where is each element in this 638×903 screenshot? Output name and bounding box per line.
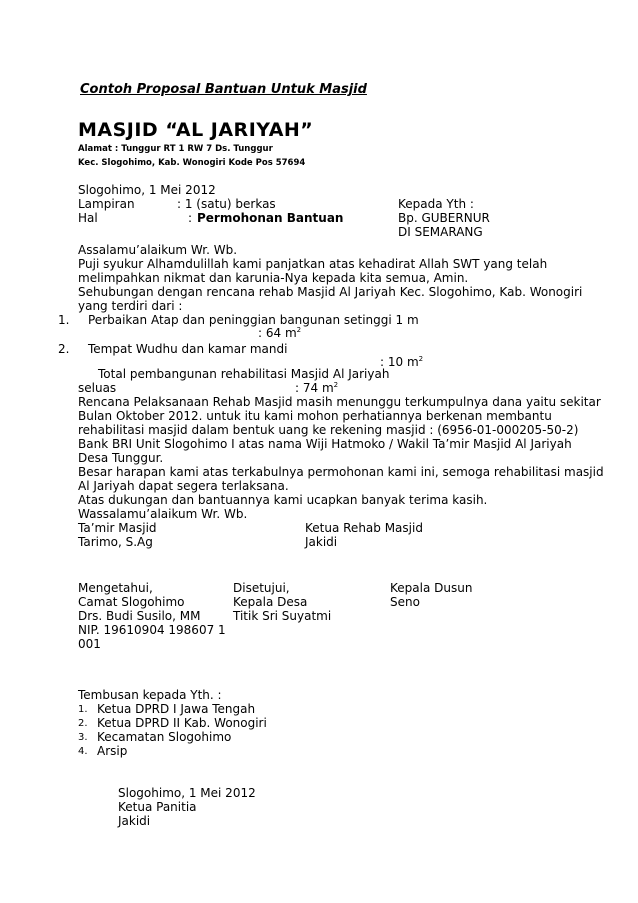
body-line: Desa Tunggur. xyxy=(78,451,164,465)
kadus-line: Kepala Dusun xyxy=(390,581,473,595)
recipient-line-3: DI SEMARANG xyxy=(398,225,483,239)
item-text: Tempat Wudhu dan kamar mandi xyxy=(88,342,288,356)
body-line: yang terdiri dari : xyxy=(78,299,183,313)
place-date: Slogohimo, 1 Mei 2012 xyxy=(78,183,216,197)
tembusan-item: Kecamatan Slogohimo xyxy=(97,730,232,744)
recipient-line-2: Bp. GUBERNUR xyxy=(398,211,490,225)
body-line: melimpahkan nikmat dan karunia-Nya kepada kita semua, Amin. xyxy=(78,271,469,285)
disetujui-line: Titik Sri Suyatmi xyxy=(233,609,332,623)
body-line: Besar harapan kami atas terkabulnya permohonan kami ini, semoga rehabilitasi masjid xyxy=(78,465,604,479)
address-line-2: Kec. Slogohimo, Kab. Wonogiri Kode Pos 57694 xyxy=(78,158,306,168)
mosque-name: MASJID “AL JARIYAH” xyxy=(78,119,314,141)
lampiran-value: : 1 (satu) berkas xyxy=(177,197,276,211)
body-line: Sehubungan dengan rencana rehab Masjid Al Jariyah Kec. Slogohimo, Kab. Wonogiri xyxy=(78,285,583,299)
disetujui-line: Kepala Desa xyxy=(233,595,308,609)
hal-label: Hal xyxy=(78,211,98,225)
item-number: 1. xyxy=(58,313,70,327)
recipient-line-1: Kepada Yth : xyxy=(398,197,474,211)
body-line: Bulan Oktober 2012. untuk itu kami mohon perhatiannya berkenan membantu xyxy=(78,409,552,423)
body-line: rehabilitasi masjid dalam bentuk uang ke rekening masjid : (6956-01-000205-50-2) xyxy=(78,423,579,437)
body-line: Al Jariyah dapat segera terlaksana. xyxy=(78,479,289,493)
mengetahui-line: NIP. 19610904 198607 1 xyxy=(78,623,226,637)
mengetahui-line: Drs. Budi Susilo, MM xyxy=(78,609,201,623)
hal-value: Permohonan Bantuan xyxy=(197,211,344,225)
closing-line: Slogohimo, 1 Mei 2012 xyxy=(118,786,256,800)
body-line: Atas dukungan dan bantuannya kami ucapkan banyak terima kasih. xyxy=(78,493,488,507)
takmir-role: Ta’mir Masjid xyxy=(78,521,157,535)
tembusan-title: Tembusan kepada Yth. : xyxy=(78,688,222,702)
tembusan-number: 4. xyxy=(78,746,88,757)
body-line: Wassalamu’alaikum Wr. Wb. xyxy=(78,507,248,521)
address-line-1: Alamat : Tunggur RT 1 RW 7 Ds. Tunggur xyxy=(78,144,273,154)
tembusan-item: Arsip xyxy=(97,744,128,758)
closing-line: Jakidi xyxy=(118,814,151,828)
ketua-rehab-name: Jakidi xyxy=(305,535,338,549)
tembusan-number: 3. xyxy=(78,732,88,743)
mengetahui-line: Mengetahui, xyxy=(78,581,153,595)
tembusan-number: 1. xyxy=(78,704,88,715)
tembusan-number: 2. xyxy=(78,718,88,729)
mengetahui-line: Camat Slogohimo xyxy=(78,595,185,609)
ketua-rehab-role: Ketua Rehab Masjid xyxy=(305,521,423,535)
document-title: Contoh Proposal Bantuan Untuk Masjid xyxy=(80,82,367,97)
seluas-value: : 74 $m^2$ xyxy=(295,381,339,395)
mengetahui-line: 001 xyxy=(78,637,101,651)
body-line: Bank BRI Unit Slogohimo I atas nama Wiji Hatmoko / Wakil Ta’mir Masjid Al Jariyah xyxy=(78,437,572,451)
disetujui-line: Disetujui, xyxy=(233,581,290,595)
closing-line: Ketua Panitia xyxy=(118,800,197,814)
item-value: : 10 $m^2$ xyxy=(380,355,424,369)
item-text: Perbaikan Atap dan peninggian bangunan setinggi 1 m xyxy=(88,313,419,327)
salam: Assalamu’alaikum Wr. Wb. xyxy=(78,243,238,257)
kadus-line: Seno xyxy=(390,595,420,609)
body-line: Puji syukur Alhamdulillah kami panjatkan atas kehadirat Allah SWT yang telah xyxy=(78,257,548,271)
tembusan-item: Ketua DPRD II Kab. Wonogiri xyxy=(97,716,267,730)
item-value: : 64 $m^2$ xyxy=(258,326,302,340)
tembusan-item: Ketua DPRD I Jawa Tengah xyxy=(97,702,256,716)
item-number: 2. xyxy=(58,342,70,356)
total-label: Total pembangunan rehabilitasi Masjid Al Jariyah xyxy=(98,367,390,381)
seluas-label: seluas xyxy=(78,381,117,395)
hal-colon: : xyxy=(188,211,193,225)
body-line: Rencana Pelaksanaan Rehab Masjid masih menunggu terkumpulnya dana yaitu sekitar xyxy=(78,395,601,409)
lampiran-label: Lampiran xyxy=(78,197,135,211)
takmir-name: Tarimo, S.Ag xyxy=(78,535,153,549)
